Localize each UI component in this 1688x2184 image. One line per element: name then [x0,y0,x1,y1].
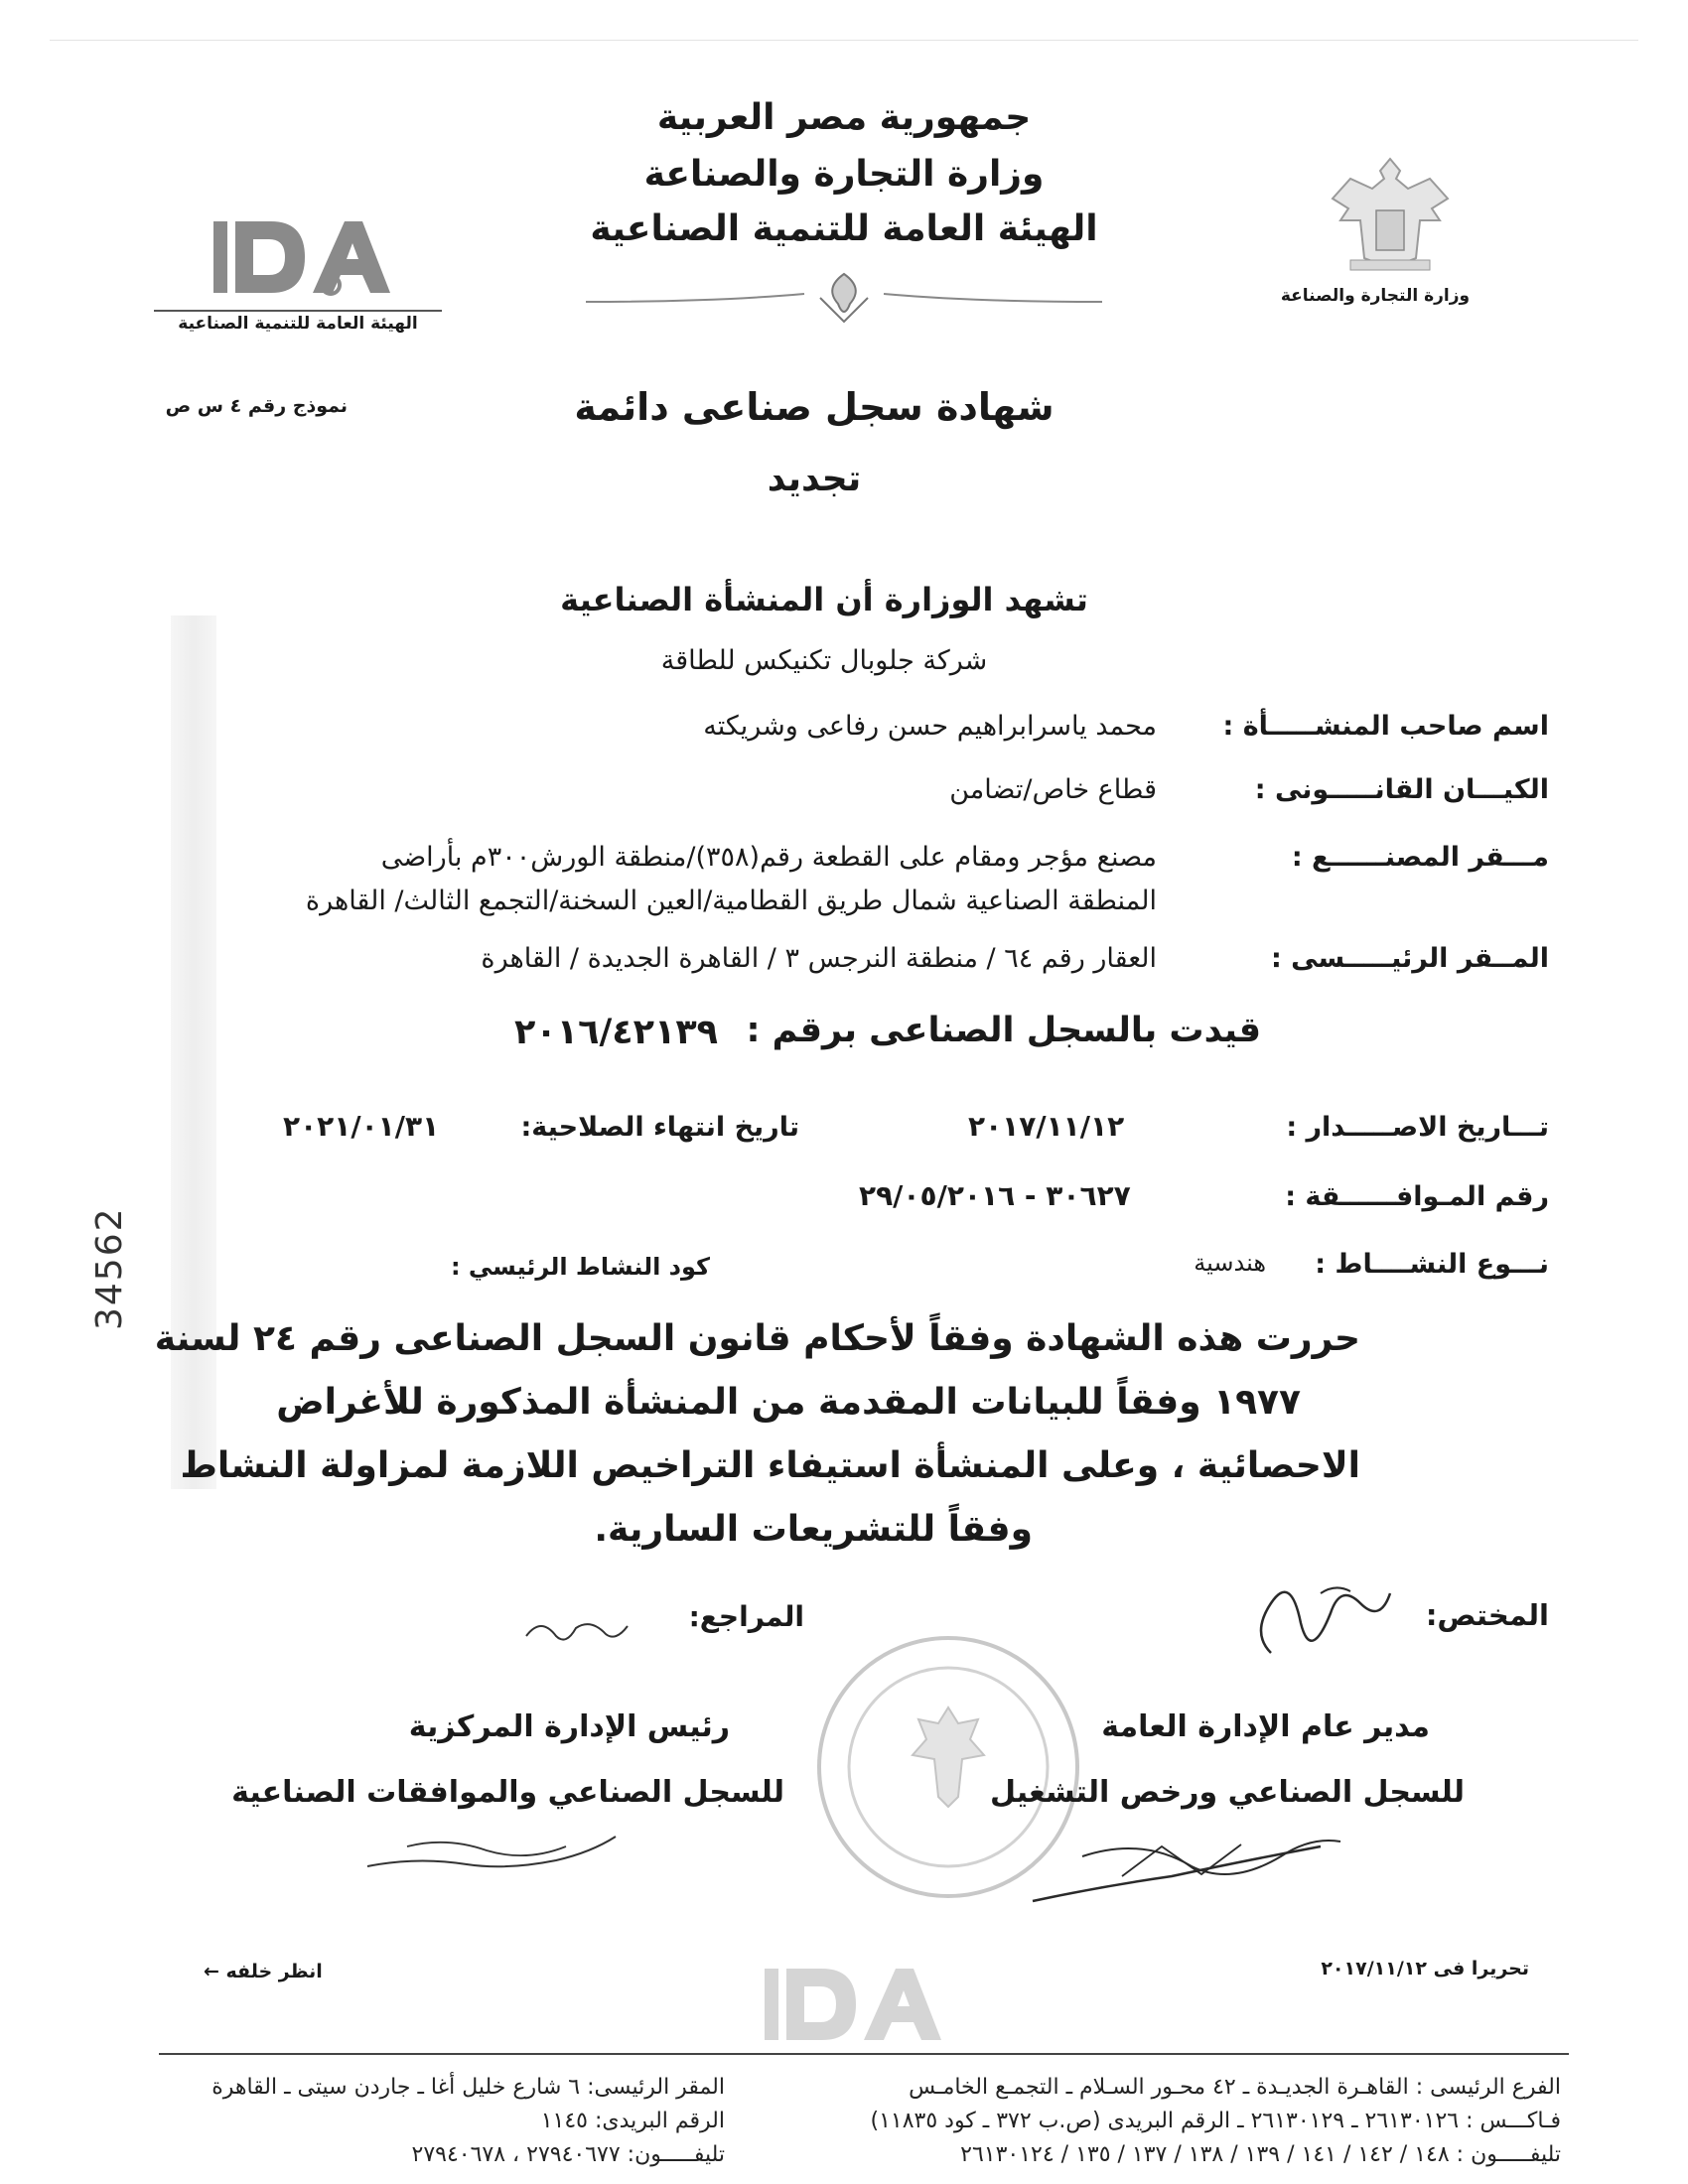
footer-branch-address: الفرع الرئيسى : القاهـرة الجديـدة ـ ٤٢ محـور السـلام ـ التجمـع الخامـس [909,2075,1561,2100]
ida-watermark [755,1961,953,2050]
company-name: شركة جلوبال تكنيكس للطاقة [660,645,988,676]
activity-value: هندسية [1194,1249,1266,1277]
issue-date-label: تـــاريخ الاصـــــدار : [1286,1112,1549,1143]
footer-hq-address: المقر الرئيسى: ٦ شارع خليل أغا ـ جاردن سيتى ـ القاهرة [211,2075,725,2100]
header-country: جمهورية مصر العربية [656,97,1032,138]
registration-label: قيدت بالسجل الصناعى برقم : [746,1011,1261,1050]
approval-label: رقم المـوافــــــقة : [1285,1181,1549,1212]
certificate-title: شهادة سجل صناعى دائمة [574,385,1055,429]
side-serial-number: 34562 [89,1206,130,1330]
hq-value: العقار رقم ٦٤ / منطقة النرجس ٣ / القاهرة الجديدة / القاهرة [481,943,1157,974]
ida-caption: الهيئة العامة للتنمية الصناعية [178,314,418,334]
gm-title-line2: للسجل الصناعي ورخص التشغيل [990,1775,1465,1810]
form-number: نموذج رقم ٤ س ص [165,395,348,417]
attest-statement: تشهد الوزارة أن المنشأة الصناعية [560,581,1088,618]
owner-value: محمد ياسرابراهيم حسن رفاعى وشريكته [703,711,1157,742]
reviewer-signature [516,1606,635,1656]
statement-line3: الاحصائية ، وعلى المنشأة استيفاء التراخيص اللازمة لمزاولة النشاط [180,1445,1360,1486]
specialist-signature [1241,1564,1410,1673]
header-ministry: وزارة التجارة والصناعة [643,154,1045,195]
specialist-label: المختص: [1425,1598,1549,1632]
gm-title-line1: مدير عام الإدارة العامة [1101,1709,1430,1744]
entity-value: قطاع خاص/تضامن [949,774,1157,805]
expiry-label: تاريخ انتهاء الصلاحية: [520,1112,799,1143]
footer-branch-phone: تليفـــــون : ١٤٨ / ١٤٢ / ١٤١ / ١٣٩ / ١٣٨ / ١٣٧ / ١٣٥ / ٢٦١٣٠١٢٤ [960,2142,1561,2167]
hq-label: المــقر الرئيـــــسى : [1270,943,1549,974]
factory-label: مـــقر المصنــــــع : [1291,842,1549,873]
statement-line4: وفقاً للتشريعات السارية. [594,1509,1033,1550]
footer-hq-postal: الرقم البريدى: ١١٤٥ [540,2109,725,2133]
issue-date-value: ٢٠١٧/١١/١٢ [968,1110,1125,1143]
statement-line1: حررت هذه الشهادة وفقاً لأحكام قانون السجل الصناعى رقم ٢٤ لسنة [154,1318,1360,1359]
statement-line2: ١٩٧٧ وفقاً للبيانات المقدمة من المنشأة المذكورة للأغراض [276,1382,1301,1423]
header-authority: الهيئة العامة للتنمية الصناعية [590,208,1098,249]
expiry-value: ٢٠٢١/٠١/٣١ [283,1110,440,1143]
owner-label: اسم صاحب المنشـــــأة : [1222,711,1549,742]
issued-at: تحريرا فى ٢٠١٧/١١/١٢ [1321,1958,1529,1979]
footer-branch-fax: فـاكـــس : ٢٦١٣٠١٢٦ ـ ٢٦١٣٠١٢٩ ـ الرقم البريدى (ص.ب ٣٧٢ ـ كود ١١٨٣٥) [870,2109,1561,2133]
activity-label: نـــوع النشــــاط : [1315,1249,1549,1280]
entity-label: الكيـــان القانـــــونى : [1254,774,1549,805]
head-title-line1: رئيس الإدارة المركزية [408,1709,730,1744]
registration-number: ٢٠١٦/٤٢١٣٩ [514,1013,719,1052]
ministry-caption: وزارة التجارة والصناعة [1280,286,1471,306]
factory-value-line2: المنطقة الصناعية شمال طريق القطامية/العين السخنة/التجمع الثالث/ القاهرة [305,886,1157,916]
head-title-line2: للسجل الصناعي والموافقات الصناعية [231,1775,784,1810]
certificate-subtitle: تجديد [767,459,862,499]
activity-code-label: كود النشاط الرئيسي : [450,1253,710,1281]
head-signature [357,1817,626,1896]
ornament-divider [586,270,1102,326]
see-back-note: انظر خلفه ← [204,1961,323,1982]
footer-hq-phone: تليفـــــون: ٢٧٩٤٠٦٧٧ ، ٢٧٩٤٠٦٧٨ [411,2142,725,2167]
reviewer-label: المراجع: [688,1600,804,1633]
gm-signature [1023,1807,1350,1916]
eagle-emblem-icon [1321,149,1460,278]
ida-logo [213,213,392,303]
ida-underline [154,310,442,312]
approval-value: ٣٠٦٢٧ - ٢٩/٠٥/٢٠١٦ [859,1179,1131,1212]
factory-value-line1: مصنع مؤجر ومقام على القطعة رقم(٣٥٨)/منطقة الورش٣٠٠م بأراضى [380,842,1157,873]
footer-rule [159,2053,1569,2055]
